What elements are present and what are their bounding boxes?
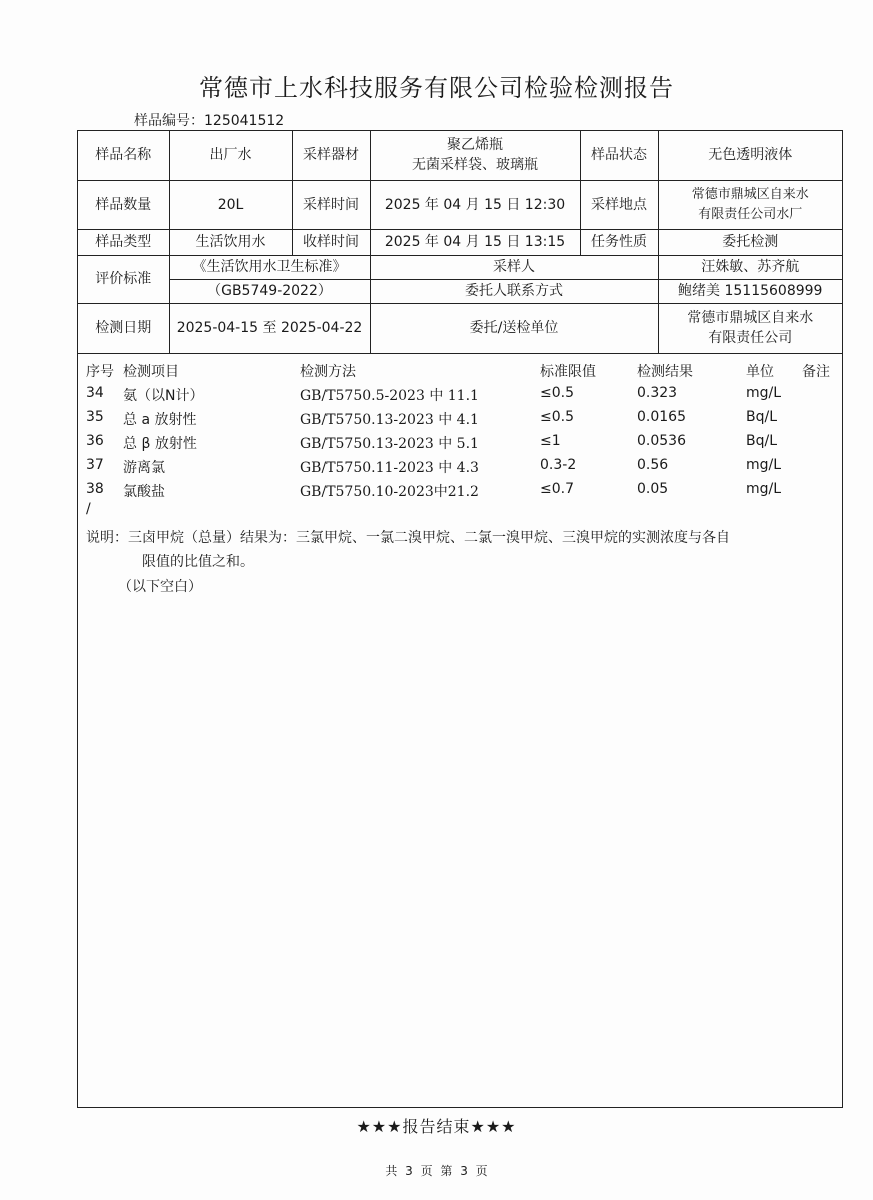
header-item: 检测项目 — [123, 364, 179, 380]
location-label: 采样地点 — [580, 180, 658, 229]
blank-below-text: （以下空白） — [118, 579, 202, 595]
result-row — [78, 429, 842, 453]
result-value: 0.05 — [637, 481, 669, 497]
header-note: 备注 — [802, 364, 830, 380]
result-unit: Bq/L — [746, 433, 778, 449]
sampler-label: 采样器材 — [292, 131, 370, 180]
task-label: 任务性质 — [580, 229, 658, 255]
info-row-3 — [78, 229, 842, 255]
result-limit: 0.3-2 — [540, 457, 577, 473]
result-unit: Bq/L — [746, 409, 778, 425]
results-list — [78, 357, 842, 521]
page-number: 共 3 页 第 3 页 — [385, 1164, 488, 1178]
result-unit: mg/L — [746, 385, 782, 401]
results-end-slash: / — [86, 501, 91, 517]
result-item: 游离氯 — [123, 460, 165, 476]
report-end-mark: ★★★报告结束★★★ — [356, 1117, 517, 1136]
header-limit: 标准限值 — [540, 364, 596, 380]
location-value — [658, 180, 842, 229]
location-value-line1: 常德市鼎城区自来水 — [691, 186, 809, 202]
info-row-6 — [78, 303, 842, 353]
client-contact-label: 委托人联系方式 — [370, 279, 658, 303]
state-label: 样品状态 — [580, 131, 658, 180]
client-unit-value — [658, 303, 842, 353]
result-row — [78, 405, 842, 429]
result-limit: ≤0.7 — [540, 481, 574, 497]
result-no: 34 — [86, 385, 104, 401]
report-title: 常德市上水科技服务有限公司检验检测报告 — [199, 74, 674, 102]
results-header — [78, 357, 842, 381]
standard-label: 评价标准 — [78, 255, 169, 303]
header-result: 检测结果 — [637, 364, 693, 380]
sampler-person-value: 汪姝敏、苏齐航 — [658, 255, 842, 279]
sample-number: 样品编号：125041512 — [134, 113, 285, 129]
standard-value-line1: 《生活饮用水卫生标准》 — [169, 255, 370, 279]
result-value: 0.0165 — [637, 409, 686, 425]
standard-value-line2: （GB5749-2022） — [169, 279, 370, 303]
result-method: GB/T5750.10-2023中21.2 — [300, 484, 479, 500]
report-frame — [77, 130, 843, 1108]
info-row-4 — [78, 255, 842, 279]
sample-name-value: 出厂水 — [169, 131, 292, 180]
result-no: 35 — [86, 409, 104, 425]
client-unit-value-line1: 常德市鼎城区自来水 — [687, 310, 814, 326]
client-unit-value-line2: 有限责任公司 — [708, 330, 793, 346]
sampling-time-label: 采样时间 — [292, 180, 370, 229]
result-method: GB/T5750.13-2023 中 5.1 — [300, 436, 479, 452]
info-row-5 — [78, 279, 842, 303]
result-row — [78, 477, 842, 501]
result-value: 0.0536 — [637, 433, 686, 449]
type-label: 样品类型 — [78, 229, 169, 255]
result-method: GB/T5750.13-2023 中 4.1 — [300, 412, 479, 428]
remark — [86, 526, 836, 574]
result-no: 38 — [86, 481, 104, 497]
result-method: GB/T5750.11-2023 中 4.3 — [300, 460, 479, 476]
remark-line1: 说明：三卤甲烷（总量）结果为：三氯甲烷、一氯二溴甲烷、二氯一溴甲烷、三溴甲烷的实测浓度与各自 — [86, 530, 730, 546]
sample-info-table — [78, 131, 842, 354]
sampler-value — [370, 131, 580, 180]
result-item: 总 a 放射性 — [123, 412, 197, 428]
info-row-1 — [78, 131, 842, 180]
result-item: 氨（以N计） — [123, 388, 204, 404]
task-value: 委托检测 — [658, 229, 842, 255]
sampler-value-line1: 聚乙烯瓶 — [447, 137, 503, 154]
client-unit-label: 委托/送检单位 — [370, 303, 658, 353]
test-date-value: 2025-04-15 至 2025-04-22 — [169, 303, 370, 353]
sampling-time-value: 2025 年 04 月 15 日 12:30 — [370, 180, 580, 229]
result-limit: ≤0.5 — [540, 409, 574, 425]
sample-name-label: 样品名称 — [78, 131, 169, 180]
result-value: 0.323 — [637, 385, 678, 401]
location-value-line2: 有限责任公司水厂 — [698, 206, 803, 222]
receive-time-label: 收样时间 — [292, 229, 370, 255]
result-item: 氯酸盐 — [123, 484, 165, 500]
header-unit: 单位 — [746, 364, 774, 380]
sampler-person-label: 采样人 — [370, 255, 658, 279]
result-no: 36 — [86, 433, 104, 449]
receive-time-value: 2025 年 04 月 15 日 13:15 — [370, 229, 580, 255]
quantity-label: 样品数量 — [78, 180, 169, 229]
result-row — [78, 381, 842, 405]
result-row — [78, 453, 842, 477]
client-contact-value: 鲍绪美 15115608999 — [658, 279, 842, 303]
test-date-label: 检测日期 — [78, 303, 169, 353]
header-method: 检测方法 — [300, 364, 356, 380]
header-no: 序号 — [86, 364, 114, 380]
type-value: 生活饮用水 — [169, 229, 292, 255]
result-method: GB/T5750.5-2023 中 11.1 — [300, 388, 479, 404]
info-row-2 — [78, 180, 842, 229]
result-unit: mg/L — [746, 457, 782, 473]
sampler-value-line2: 无菌采样袋、玻璃瓶 — [412, 157, 538, 174]
remark-line2: 限值的比值之和。 — [142, 554, 254, 570]
result-limit: ≤0.5 — [540, 385, 574, 401]
result-limit: ≤1 — [540, 433, 561, 449]
state-value: 无色透明液体 — [658, 131, 842, 180]
result-no: 37 — [86, 457, 104, 473]
quantity-value: 20L — [169, 180, 292, 229]
result-unit: mg/L — [746, 481, 782, 497]
result-value: 0.56 — [637, 457, 669, 473]
result-item: 总 β 放射性 — [123, 436, 197, 452]
